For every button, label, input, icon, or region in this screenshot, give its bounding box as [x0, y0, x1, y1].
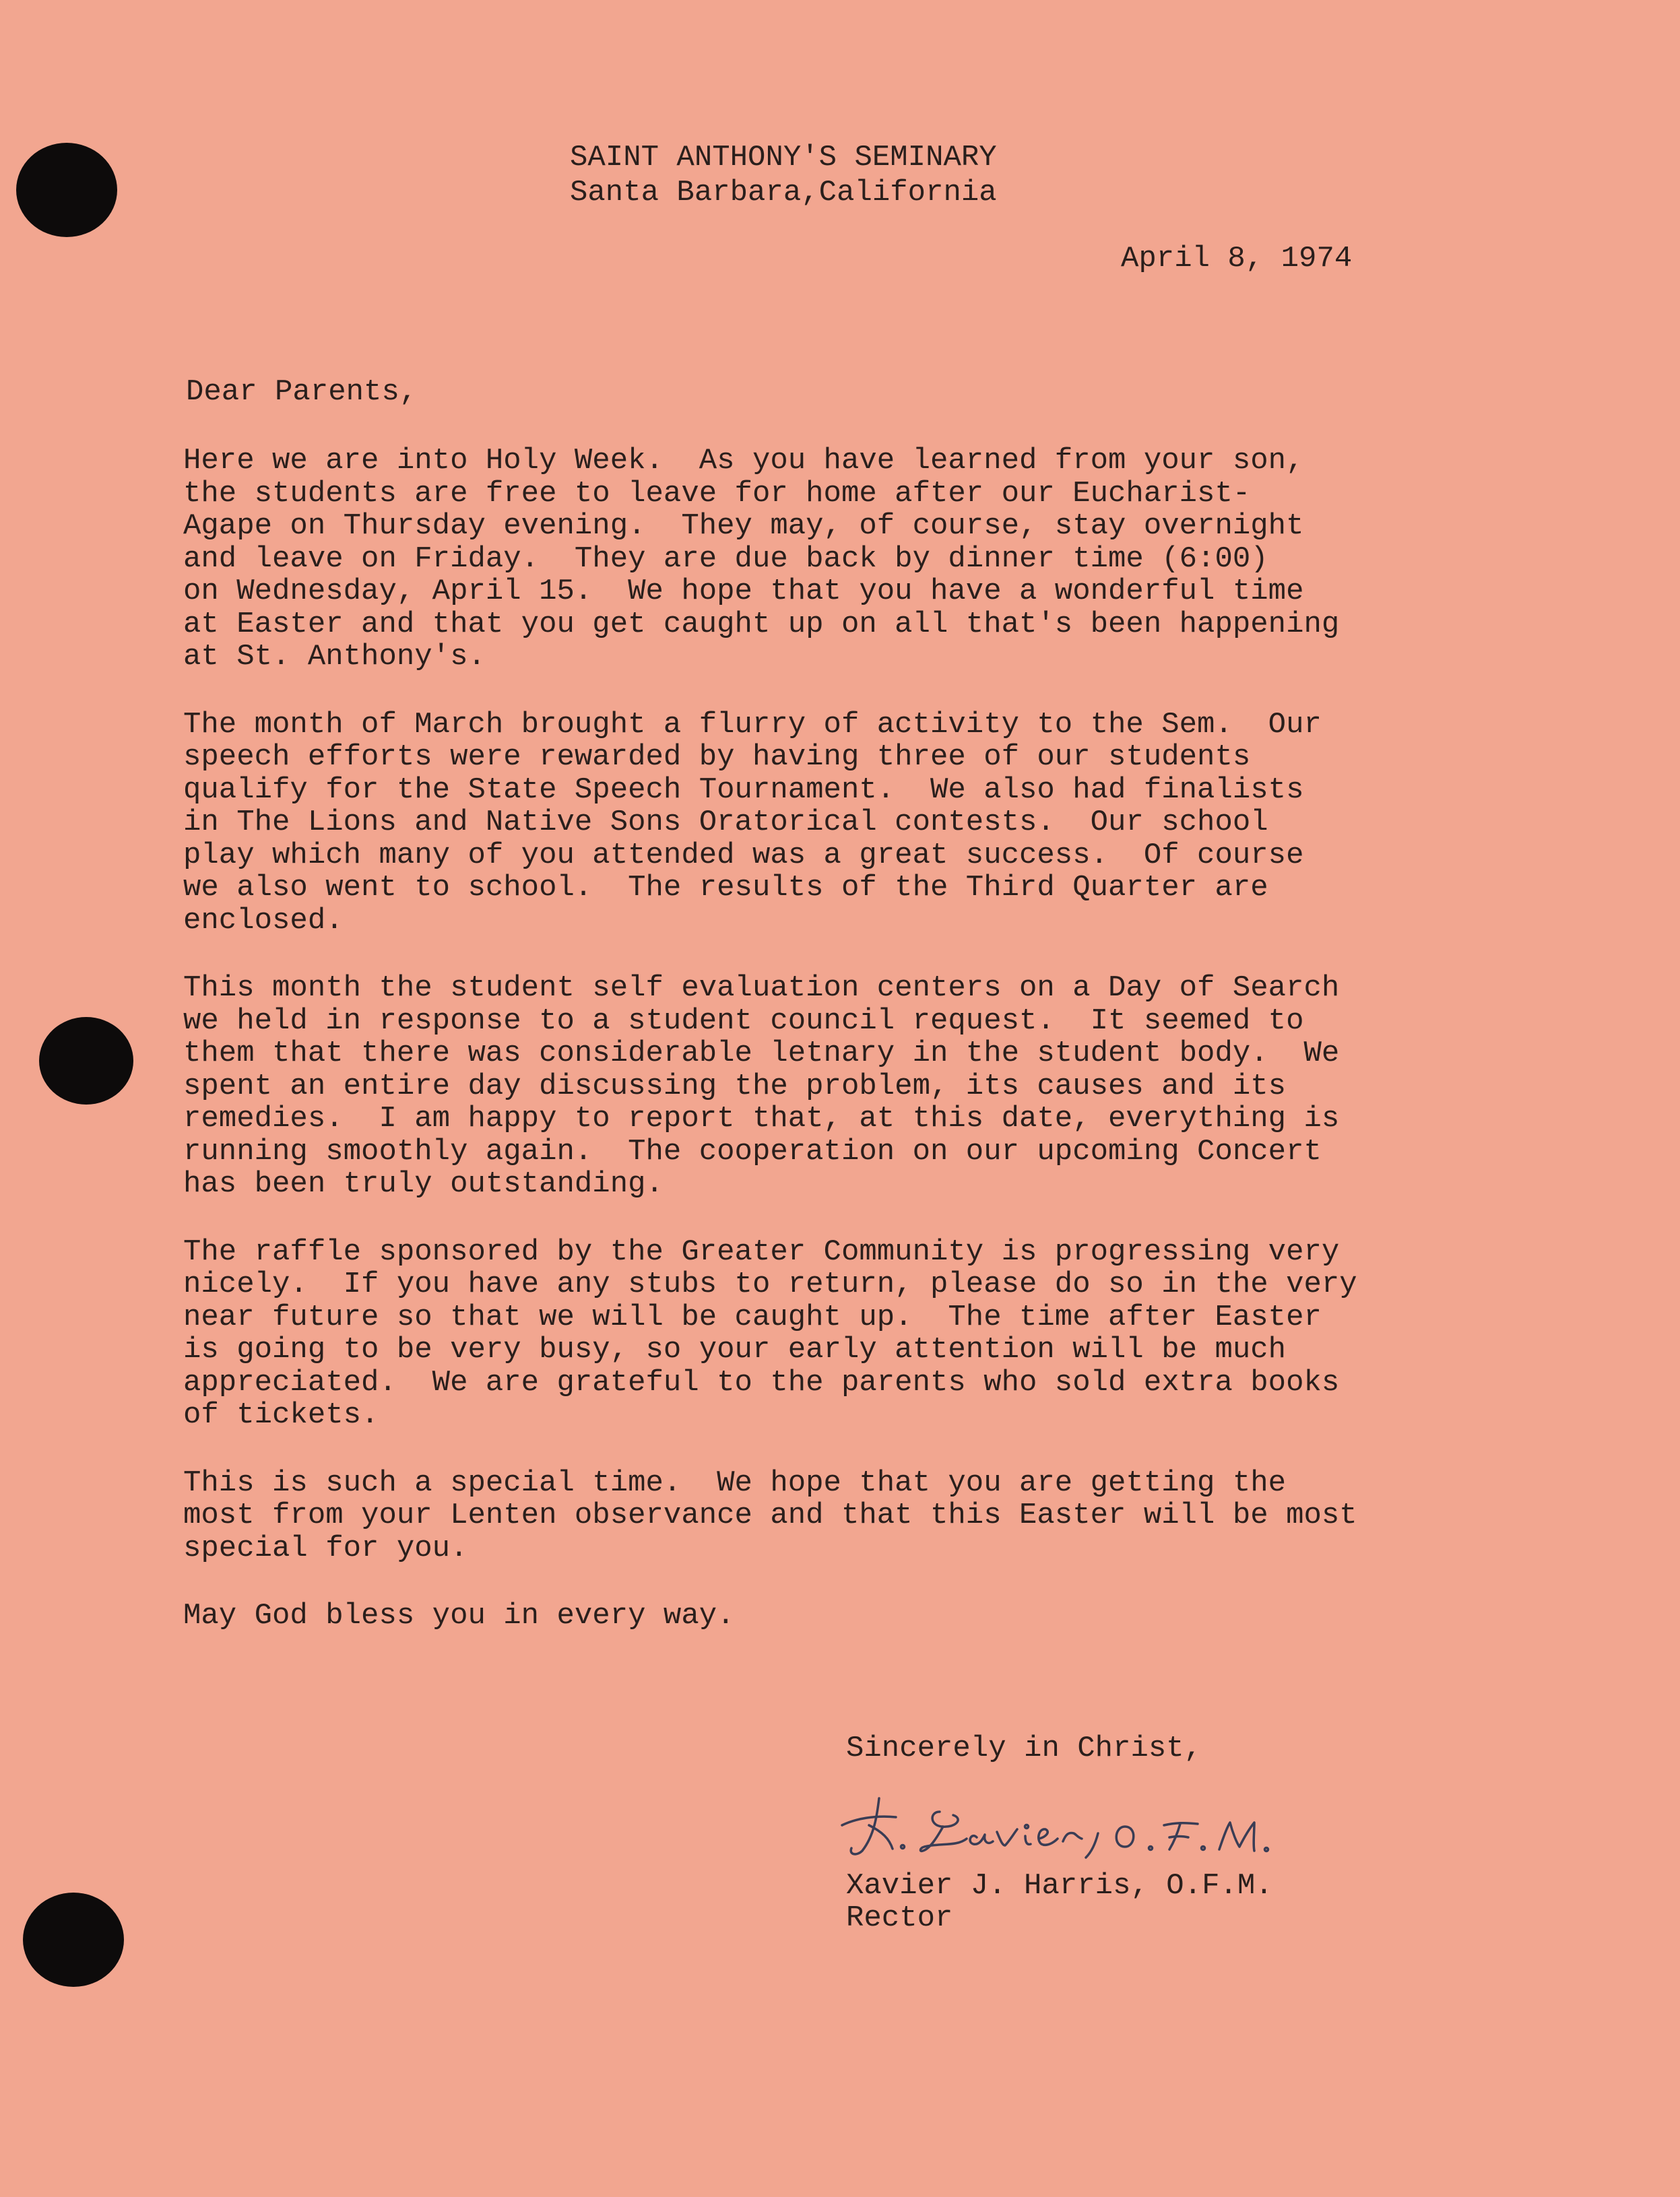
letter-body — [183, 445, 1530, 1668]
paragraph-raffle: The raffle sponsored by the Greater Community is progressing very nicely. If you have any stubs to return, please do so in the very near future so that we will be caught up. The time after Easter is going to be very busy, so your early attention will be much appreciated. We are grateful to the parents who sold extra books of tickets. — [183, 1235, 1357, 1432]
punch-hole-middle — [39, 1017, 133, 1105]
signer-name: Xavier J. Harris, O.F.M. — [846, 1869, 1273, 1903]
handwritten-signature — [829, 1785, 1367, 1866]
letterhead — [570, 140, 997, 210]
paragraph-special-time: This is such a special time. We hope that you are getting the most from your Lenten observance and that this Easter will be most special for you. — [183, 1466, 1357, 1565]
closing: Sincerely in Christ, — [846, 1732, 1202, 1765]
punch-hole-bottom — [23, 1893, 124, 1987]
punch-hole-top — [16, 143, 117, 237]
letterhead-location: Santa Barbara,California — [570, 176, 997, 209]
letter-date: April 8, 1974 — [1121, 242, 1353, 275]
paragraph-self-evaluation: This month the student self evaluation centers on a Day of Search we held in response to a student council request. It seemed to them that there was considerable letnary in the student body. We spent an entire day discussing the problem, its causes and its remedies. I am happy to report that, at this date, everything is running smoothly again. The cooperation on our upcoming Concert has been truly outstanding. — [183, 971, 1340, 1201]
paragraph-blessing: May God bless you in every way. — [183, 1599, 735, 1633]
paragraph-march-activity: The month of March brought a flurry of activity to the Sem. Our speech efforts were rewarded by having three of our students qualify for the State Speech Tournament. We also had finalists in The Lions and Native Sons Oratorical contests. Our school play which many of you attended was a great success. Of course we also went to school. The results of the Third Quarter are enclosed. — [183, 707, 1322, 938]
signer-title: Rector — [846, 1901, 953, 1935]
letterhead-name: SAINT ANTHONY'S SEMINARY — [570, 141, 997, 174]
salutation: Dear Parents, — [186, 375, 418, 409]
signer-block — [846, 1870, 1273, 1934]
paragraph-holy-week: Here we are into Holy Week. As you have learned from your son, the students are free to leave for home after our Eucharist- Agape on Thursday evening. They may, of course, stay overnight and leave on Friday. They are due back by dinner time (6:00) on Wednesday, April 15. We hope that you have a wonderful time at Easter and that you get caught up on all that's been happening at St. Anthony's. — [183, 444, 1340, 674]
